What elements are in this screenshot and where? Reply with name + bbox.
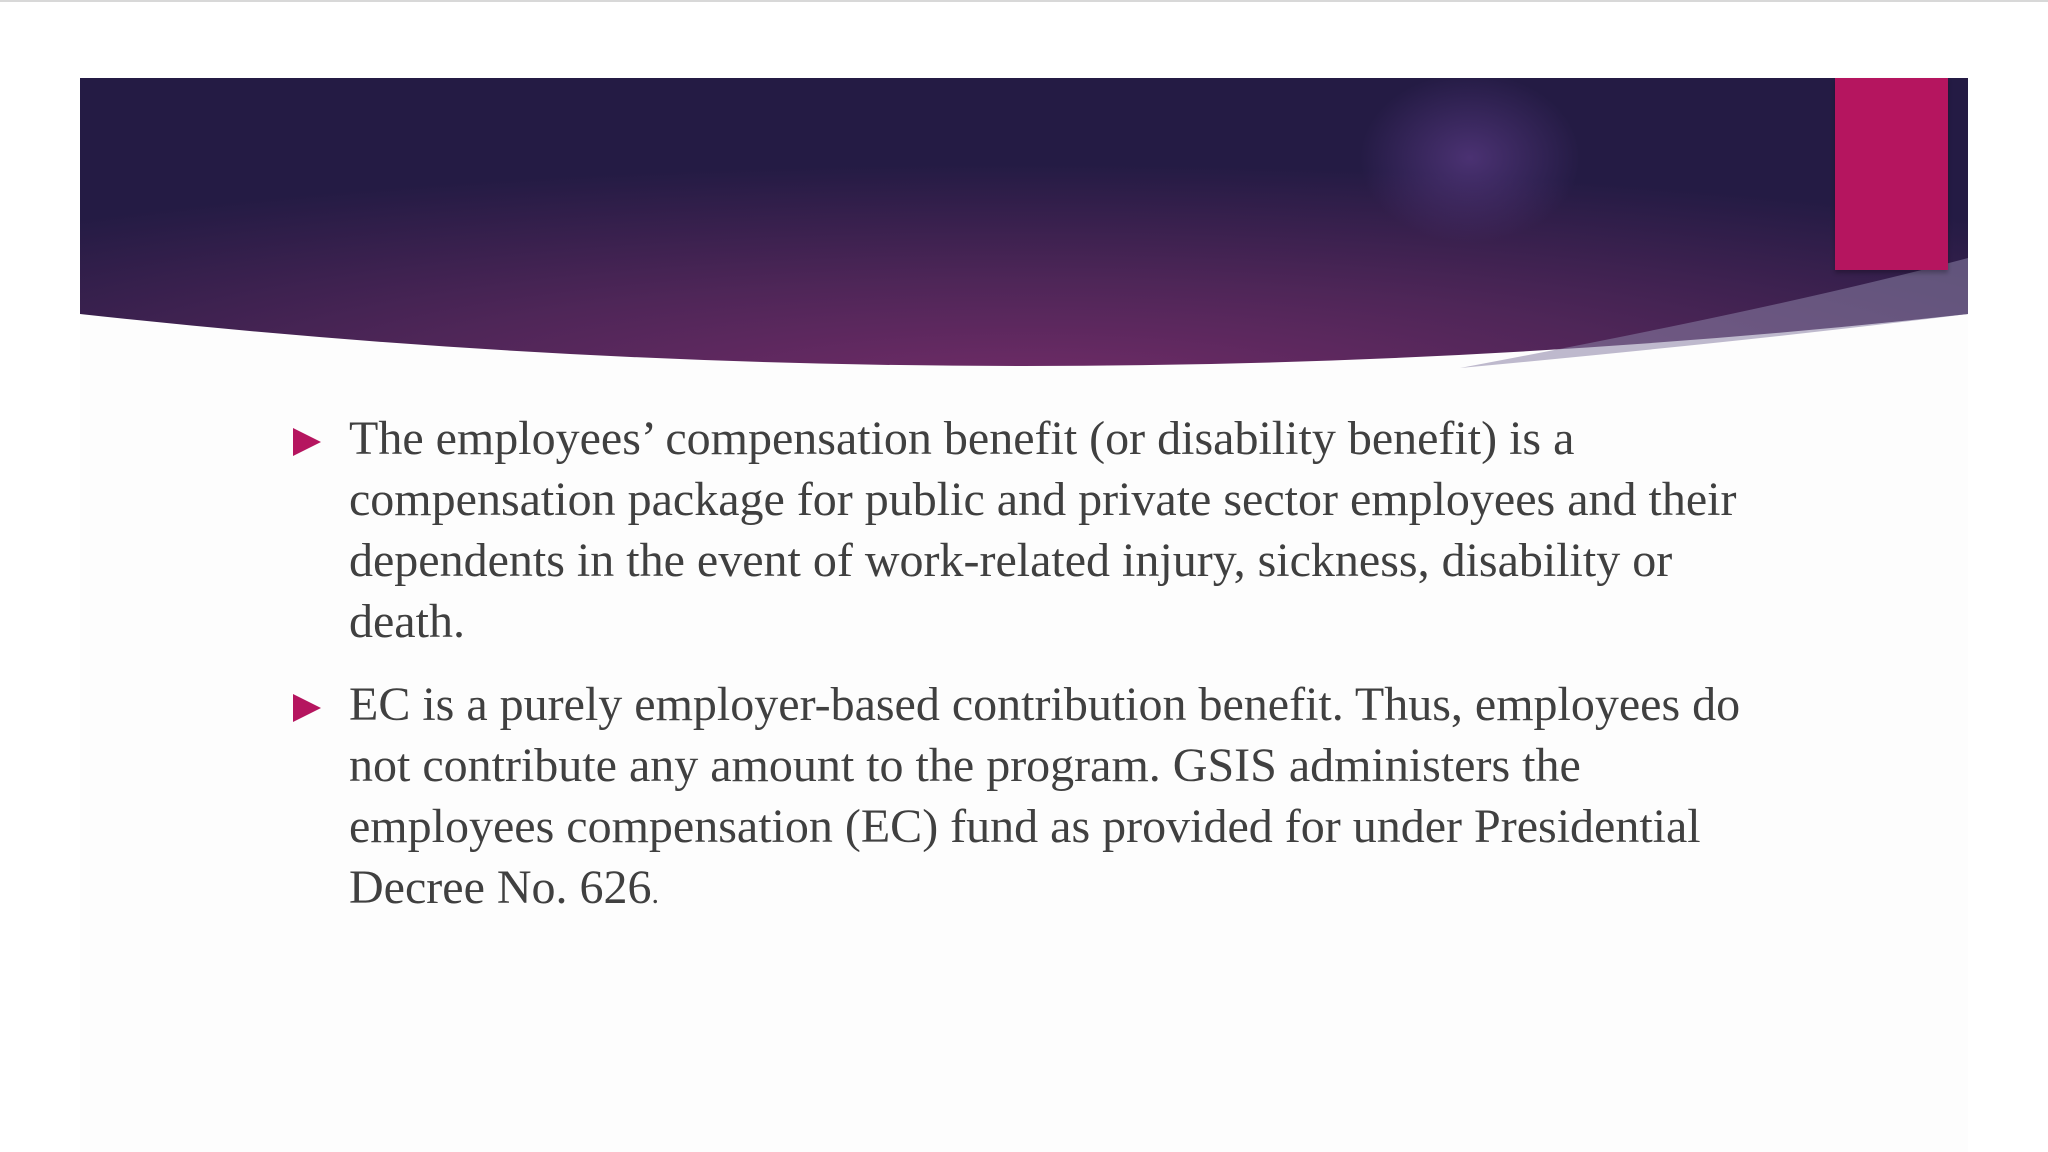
title-banner — [80, 78, 1968, 388]
triangle-right-icon — [293, 694, 321, 722]
top-divider — [0, 0, 2048, 2]
bullet-item — [210, 674, 1770, 924]
bullet-text-trailing-period: . — [651, 877, 660, 910]
slide — [80, 78, 1968, 1152]
bullet-text: The employees’ compensation benefit (or disability benefit) is a compensation package for public and private sector employees and their dependents in the event of work-related injury, sickness, disability or death. — [349, 412, 1737, 648]
bullet-text — [349, 674, 1769, 924]
bullet-text-body: EC is a purely employer-based contribution benefit. Thus, employees do not contribute any amount to the program. GSIS administers the employees compensation (EC) fund as provided for under Presidential Decree No. 626 — [349, 678, 1741, 914]
bullet-list — [210, 408, 1770, 946]
triangle-right-icon — [293, 428, 321, 456]
bullet-item — [210, 408, 1770, 652]
accent-tab — [1835, 78, 1948, 270]
